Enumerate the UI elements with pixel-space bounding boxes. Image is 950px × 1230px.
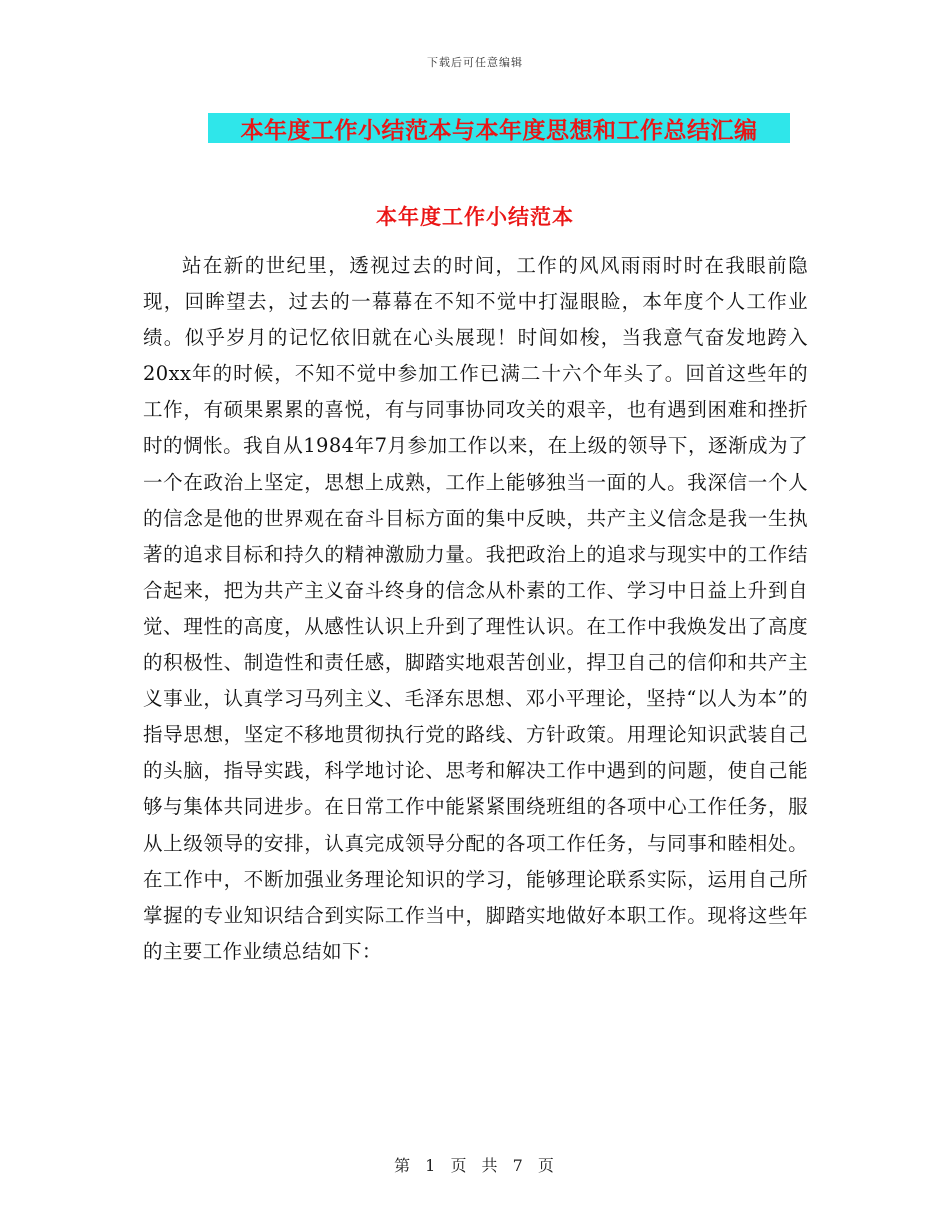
section-title: 本年度工作小结范本 (376, 204, 574, 229)
page-number-footer: 第 1 页 共 7 页 (394, 1156, 556, 1175)
body-paragraph: 站在新的世纪里，透视过去的时间，工作的风风雨雨时时在我眼前隐现，回眸望去，过去的一幕幕在不知不觉中打湿眼睑，本年度个人工作业绩。似乎岁月的记忆依旧就在心头展现！时间如梭，当我意气奋发地跨入20xx年的时候，不知不觉中参加工作已满二十六个年头了。回首这些年的工作，有硕果累累的喜悦，有与同事协同攻关的艰辛，也有遇到困难和挫折时的惆怅。我自从1984年7月参加工作以来，在上级的领导下，逐渐成为了一个在政治上坚定，思想上成熟，工作上能够独当一面的人。我深信一个人的信念是他的世界观在奋斗目标方面的集中反映，共产主义信念是我一生执著的追求目标和持久的精神激励力量。我把政治上的追求与现实中的工作结合起来，把为共产主义奋斗终身的信念从朴素的工作、学习中日益上升到自觉、理性的高度，从感性认识上升到了理性认识。在工作中我焕发出了高度的积极性、制造性和责任感，脚踏实地艰苦创业，捍卫自己的信仰和共产主义事业，认真学习马列主义、毛泽东思想、邓小平理论，坚持“以人为本”的指导思想，坚定不移地贯彻执行党的路线、方针政策。用理论知识武装自己的头脑，指导实践，科学地讨论、思考和解决工作中遇到的问题，使自己能够与集体共同进步。在日常工作中能紧紧围绕班组的各项中心工作任务，服从上级领导的安排，认真完成领导分配的各项工作任务，与同事和睦相处。在工作中，不断加强业务理论知识的学习，能够理论联系实际，运用自己所掌握的专业知识结合到实际工作当中，脚踏实地做好本职工作。现将这些年的主要工作业绩总结如下： (143, 254, 808, 963)
document-title: 本年度工作小结范本与本年度思想和工作总结汇编 (240, 116, 758, 144)
title-highlight (208, 113, 790, 143)
header-note: 下载后可任意编辑 (427, 56, 523, 69)
